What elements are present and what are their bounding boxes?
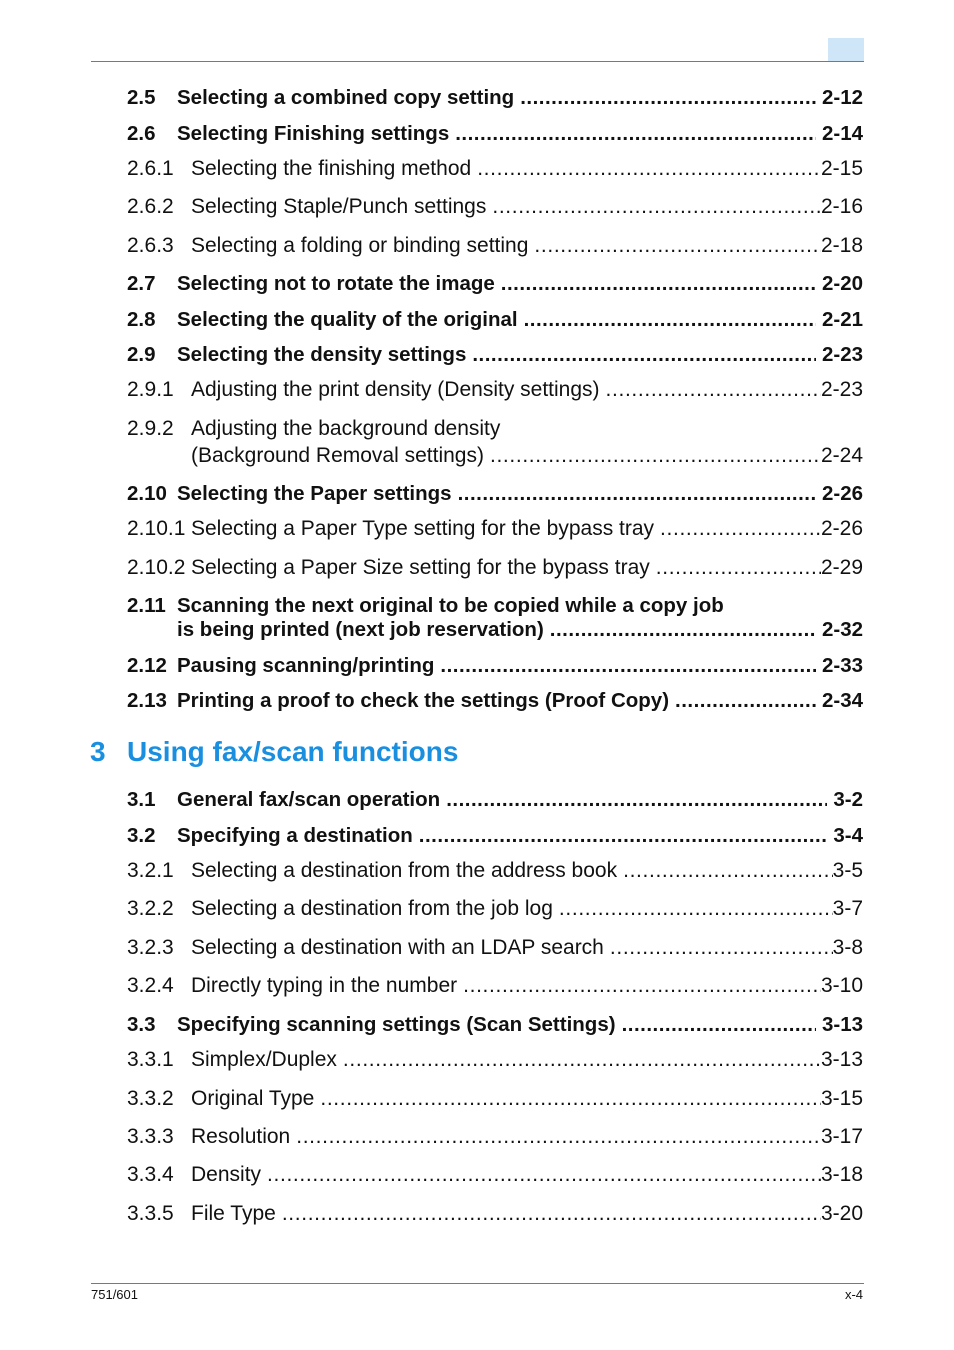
toc-page: 2-32 bbox=[821, 618, 863, 641]
toc-page: 2-14 bbox=[821, 122, 863, 145]
toc-title: Adjusting the background density bbox=[191, 417, 501, 440]
toc-title: Specifying scanning settings (Scan Settings) bbox=[177, 1013, 616, 1036]
toc-entry[interactable] bbox=[127, 85, 863, 111]
toc-title: Selecting a destination from the address book bbox=[191, 859, 618, 882]
toc-entry[interactable] bbox=[127, 594, 863, 642]
toc-entry[interactable] bbox=[127, 516, 863, 542]
toc-number: 3.2.3 bbox=[127, 936, 174, 959]
toc-leader bbox=[419, 823, 828, 849]
toc-number: 3.2 bbox=[127, 824, 156, 847]
toc-leader bbox=[656, 555, 821, 581]
toc-number: 2.9 bbox=[127, 343, 156, 366]
toc-page: 2-33 bbox=[821, 654, 863, 677]
toc-title: Directly typing in the number bbox=[191, 974, 458, 997]
toc-leader bbox=[490, 442, 821, 469]
toc-page: 3-15 bbox=[820, 1087, 863, 1110]
toc-leader bbox=[492, 194, 821, 220]
toc-page: 3-18 bbox=[820, 1163, 863, 1186]
toc-number: 2.9.2 bbox=[127, 417, 174, 440]
toc-number: 2.8 bbox=[127, 308, 156, 331]
toc-entry[interactable] bbox=[127, 787, 863, 813]
toc-number: 3.2.4 bbox=[127, 974, 174, 997]
footer-rule bbox=[91, 1283, 864, 1284]
toc-leader bbox=[343, 1047, 821, 1073]
toc-page: 2-34 bbox=[821, 689, 863, 712]
toc-entry[interactable] bbox=[127, 1047, 863, 1073]
toc-number: 3.1 bbox=[127, 788, 156, 811]
toc-entry[interactable] bbox=[127, 1201, 863, 1227]
toc-page: 3-20 bbox=[820, 1202, 863, 1225]
toc-page: 2-21 bbox=[821, 308, 863, 331]
toc-entry[interactable] bbox=[127, 1012, 863, 1038]
corner-tab bbox=[828, 38, 864, 61]
toc-entry[interactable] bbox=[127, 973, 863, 999]
toc-title: Selecting a folding or binding setting bbox=[191, 234, 529, 257]
toc-title: File Type bbox=[191, 1202, 276, 1225]
toc-page: 2-26 bbox=[821, 482, 863, 505]
toc-title: Adjusting the print density (Density settings) bbox=[191, 378, 600, 401]
toc-page: 3-7 bbox=[832, 897, 863, 920]
toc-entry[interactable] bbox=[127, 935, 863, 961]
toc-leader bbox=[534, 233, 821, 259]
toc-entry[interactable] bbox=[127, 823, 863, 849]
toc-number: 3.3.4 bbox=[127, 1163, 174, 1186]
toc-leader bbox=[606, 377, 821, 403]
toc-entry[interactable] bbox=[127, 858, 863, 884]
chapter-heading[interactable] bbox=[90, 736, 458, 768]
toc-leader bbox=[559, 896, 833, 922]
toc-leader bbox=[296, 1124, 821, 1150]
toc-page: 2-18 bbox=[820, 234, 863, 257]
toc-title: Selecting Staple/Punch settings bbox=[191, 195, 487, 218]
toc-number: 3.2.1 bbox=[127, 859, 174, 882]
toc-number: 2.6.1 bbox=[127, 157, 174, 180]
toc-leader bbox=[660, 516, 821, 542]
toc-leader bbox=[550, 618, 816, 642]
toc-entry[interactable] bbox=[127, 1086, 863, 1112]
toc-page: 2-23 bbox=[821, 343, 863, 366]
toc-entry[interactable] bbox=[127, 233, 863, 259]
toc-entry[interactable] bbox=[127, 415, 863, 469]
toc-leader bbox=[463, 973, 821, 999]
toc-title: Simplex/Duplex bbox=[191, 1048, 337, 1071]
toc-number: 3.2.2 bbox=[127, 897, 174, 920]
toc-page: 3-13 bbox=[821, 1013, 863, 1036]
toc-leader bbox=[524, 307, 816, 333]
toc-entry[interactable] bbox=[127, 271, 863, 297]
toc-number: 2.10.1 bbox=[127, 517, 186, 540]
toc-number: 3.3.5 bbox=[127, 1202, 174, 1225]
toc-title: Pausing scanning/printing bbox=[177, 654, 435, 677]
toc-entry[interactable] bbox=[127, 653, 863, 679]
toc-title: Selecting the Paper settings bbox=[177, 482, 452, 505]
toc-leader bbox=[622, 1012, 816, 1038]
toc-leader bbox=[520, 85, 816, 111]
toc-title: Selecting a Paper Type setting for the bypass tray bbox=[191, 517, 655, 540]
toc-title: Selecting a destination with an LDAP search bbox=[191, 936, 604, 959]
toc-page: 3-2 bbox=[833, 788, 863, 811]
toc-leader bbox=[477, 156, 821, 182]
toc-number: 3.3 bbox=[127, 1013, 156, 1036]
toc-page: 2-29 bbox=[820, 556, 863, 579]
toc-page: 3-8 bbox=[832, 936, 863, 959]
toc-title-continued: is being printed (next job reservation) bbox=[177, 618, 544, 641]
toc-leader bbox=[455, 121, 816, 147]
toc-title: Selecting the finishing method bbox=[191, 157, 472, 180]
toc-leader bbox=[675, 688, 816, 714]
toc-entry[interactable] bbox=[127, 121, 863, 147]
toc-title: Scanning the next original to be copied while a copy job bbox=[177, 594, 724, 617]
toc-number: 2.11 bbox=[127, 594, 166, 617]
toc-page: 2-24 bbox=[820, 444, 863, 467]
toc-page: 2-23 bbox=[820, 378, 863, 401]
toc-page: 3-10 bbox=[820, 974, 863, 997]
toc-entry[interactable] bbox=[127, 307, 863, 333]
toc-number: 2.10 bbox=[127, 482, 167, 505]
toc-page: 3-13 bbox=[820, 1048, 863, 1071]
toc-entry[interactable] bbox=[127, 342, 863, 368]
toc-title: Density bbox=[191, 1163, 262, 1186]
toc-entry[interactable] bbox=[127, 194, 863, 220]
toc-leader bbox=[501, 271, 816, 297]
toc-number: 3.3.2 bbox=[127, 1087, 174, 1110]
toc-number: 3.3.3 bbox=[127, 1125, 174, 1148]
toc-title: Resolution bbox=[191, 1125, 291, 1148]
toc-number: 2.10.2 bbox=[127, 556, 186, 579]
toc-page: 3-4 bbox=[833, 824, 863, 847]
toc-title: Selecting the quality of the original bbox=[177, 308, 518, 331]
toc-entry[interactable] bbox=[127, 377, 863, 403]
toc-leader bbox=[623, 858, 833, 884]
toc-page: 3-17 bbox=[820, 1125, 863, 1148]
toc-title: Specifying a destination bbox=[177, 824, 413, 847]
footer-page-number: x-4 bbox=[844, 1287, 863, 1302]
toc-title: Printing a proof to check the settings (Proof Copy) bbox=[177, 689, 670, 712]
toc-leader bbox=[320, 1086, 821, 1112]
toc-entry[interactable] bbox=[127, 156, 863, 182]
toc-leader bbox=[610, 935, 833, 961]
toc-page: 2-12 bbox=[821, 86, 863, 109]
chapter-number: 3 bbox=[90, 736, 106, 767]
toc-title-continued: (Background Removal settings) bbox=[191, 444, 484, 467]
toc-entry[interactable] bbox=[127, 896, 863, 922]
toc-number: 2.5 bbox=[127, 86, 156, 109]
toc-number: 2.7 bbox=[127, 272, 156, 295]
toc-entry[interactable] bbox=[127, 481, 863, 507]
toc-title: Selecting the density settings bbox=[177, 343, 467, 366]
toc-number: 2.6.3 bbox=[127, 234, 174, 257]
toc-entry[interactable] bbox=[127, 688, 863, 714]
toc-page: 3-5 bbox=[832, 859, 863, 882]
toc-number: 2.6 bbox=[127, 122, 156, 145]
toc-entry[interactable] bbox=[127, 1124, 863, 1150]
toc-entry[interactable] bbox=[127, 555, 863, 581]
toc-number: 2.13 bbox=[127, 689, 167, 712]
toc-title: Selecting not to rotate the image bbox=[177, 272, 495, 295]
toc-title: General fax/scan operation bbox=[177, 788, 441, 811]
toc-title: Selecting a Paper Size setting for the bypass tray bbox=[191, 556, 650, 579]
toc-page: 2-26 bbox=[820, 517, 863, 540]
toc-leader bbox=[446, 787, 827, 813]
toc-page: 2-15 bbox=[820, 157, 863, 180]
toc-leader bbox=[267, 1162, 821, 1188]
chapter-title: Using fax/scan functions bbox=[127, 736, 459, 767]
toc-number: 2.9.1 bbox=[127, 378, 174, 401]
footer-model: 751/601 bbox=[91, 1287, 138, 1302]
toc-leader bbox=[440, 653, 816, 679]
toc-title: Selecting a destination from the job log bbox=[191, 897, 553, 920]
toc-title: Original Type bbox=[191, 1087, 315, 1110]
toc-number: 2.6.2 bbox=[127, 195, 174, 218]
toc-page: 2-20 bbox=[821, 272, 863, 295]
toc-number: 3.3.1 bbox=[127, 1048, 174, 1071]
header-rule bbox=[91, 61, 864, 62]
toc-entry[interactable] bbox=[127, 1162, 863, 1188]
toc-leader bbox=[472, 342, 816, 368]
toc-title: Selecting a combined copy setting bbox=[177, 86, 515, 109]
toc-page: 2-16 bbox=[820, 195, 863, 218]
toc-leader bbox=[282, 1201, 821, 1227]
toc-number: 2.12 bbox=[127, 654, 167, 677]
toc-leader bbox=[458, 481, 816, 507]
toc-title: Selecting Finishing settings bbox=[177, 122, 450, 145]
